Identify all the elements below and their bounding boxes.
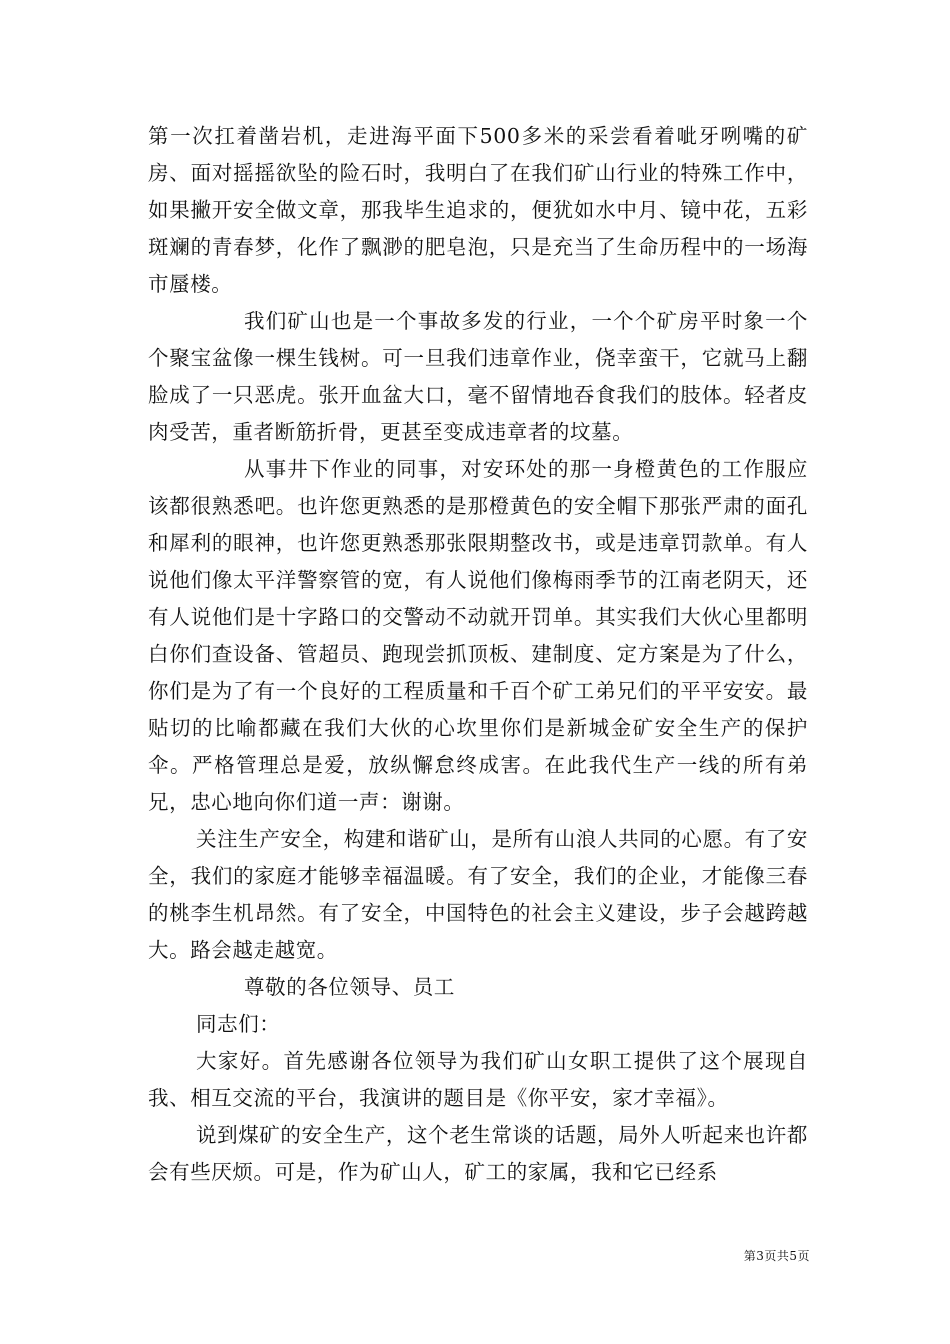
- paragraph-3: 从事井下作业的同事，对安环处的那一身橙黄色的工作服应该都很熟悉吧。也许您更熟悉的是那橙黄色的安全帽下那张严肃的面孔和犀利的眼神，也许您更熟悉那张限期整改书，或是违章罚款单。有人说他们像太平洋警察管的宽，有人说他们像梅雨季节的江南老阴天，还有人说他们是十字路口的交警动不动就开罚单。其实我们大伙心里都明白你们查设备、管超员、跑现尝抓顶板、建制度、定方案是为了什么，你们是为了有一个良好的工程质量和千百个矿工弟兄们的平平安安。最贴切的比喻都藏在我们大伙的心坎里你们是新城金矿安全生产的保护伞。严格管理总是爱，放纵懈怠终成害。在此我代生产一线的所有弟兄，忠心地向你们道一声：谢谢。: [148, 457, 808, 814]
- document-body: [148, 118, 808, 1191]
- salutation-comrades: 同志们：: [196, 1012, 281, 1036]
- paragraph-greeting: 大家好。首先感谢各位领导为我们矿山女职工提供了这个展现自我、相互交流的平台，我演讲的题目是《你平安，家才幸福》。: [148, 1049, 808, 1110]
- salutation-heading: 尊敬的各位领导、员工: [244, 975, 455, 999]
- paragraph-2: 我们矿山也是一个事故多发的行业，一个个矿房平时象一个个聚宝盆像一棵生钱树。可一旦我们违章作业，侥幸蛮干，它就马上翻脸成了一只恶虎。张开血盆大口，毫不留情地吞食我们的肢体。轻者皮肉受苦，重者断筋折骨，更甚至变成违章者的坟墓。: [148, 309, 808, 444]
- paragraph-1: 第一次扛着凿岩机，走进海平面下500多米的采尝看着呲牙咧嘴的矿房、面对摇摇欲坠的险石时，我明白了在我们矿山行业的特殊工作中，如果撇开安全做文章，那我毕生追求的，便犹如水中月、镜中花，五彩斑斓的青春梦，化作了飘渺的肥皂泡，只是充当了生命历程中的一场海市蜃楼。: [148, 124, 808, 296]
- paragraph-4: 关注生产安全，构建和谐矿山，是所有山浪人共同的心愿。有了安全，我们的家庭才能够幸福温暖。有了安全，我们的企业，才能像三春的桃李生机昂然。有了安全，中国特色的社会主义建设，步子会越跨越大。路会越走越宽。: [148, 827, 808, 962]
- paragraph-last: 说到煤矿的安全生产，这个老生常谈的话题，局外人听起来也许都会有些厌烦。可是，作为矿山人，矿工的家属，我和它已经系: [148, 1123, 808, 1184]
- page-number-footer: 第3页共5页: [743, 1249, 810, 1263]
